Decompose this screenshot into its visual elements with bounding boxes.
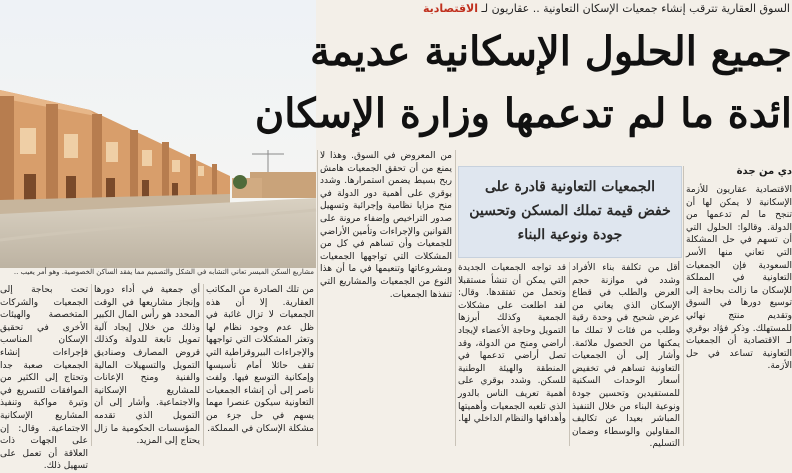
- sidebar-column: [686, 184, 792, 446]
- photo-caption: مشاريع السكن الميسر تعاني التشابه في الشكل والتصميم مما يفقد الساكن الخصوصية. وهو أمر يعيب ..: [13, 268, 314, 276]
- column-text: تحت بحاجة إلى الجمعيات والشركات المتخصصة والهيئات الأخرى في تحقيق الإسكان المناسب فإجراءات إنشاء الجمعيات صعبة جدا وتحتاج إلى الكثير من الموافقات للتسريع في وتيرة مواكبة وتنفيذ المشاريع الإسكانية الاجتماعية. وقال: إن على الجهات ذات العلاقة أن تعمل على تسهيل ذلك.: [0, 285, 88, 472]
- sidebar-byline: دي من جدة: [736, 166, 792, 177]
- column-text: من تلك الصادرة من المكاتب العقارية. إلا أن هذه الجمعيات لا تزال غائبة في ظل عدم وجود نظام لها وتعثر المشكلات التي تواجهها والإجراءات البيروقراطية التي تقف حائلا أمام تأسيسها وإمكانية التوسع فيها. ولفت ناصر إلى أن إنشاء الجمعيات التعاونية سيكون عنصرا مهما يسهم في حل جزء من مشكلة الإسكان في المملكة.: [206, 285, 314, 434]
- column-divider: [203, 284, 204, 446]
- deck-text: الجمعيات التعاونية قادرة على خفض قيمة تملك المسكن وتحسين جودة ونوعية البناء: [469, 179, 671, 243]
- article-column: [320, 150, 452, 446]
- kicker-text: السوق العقارية تترقب إنشاء جمعيات الإسكان التعاونية .. عقاريون لـ: [481, 2, 790, 15]
- column-divider: [569, 262, 570, 446]
- column-text: من المعروض في السوق. وهذا لا يمنع من أن تحقق الجمعيات هامش ربح بسيط يضمن استمرارها. وشدد بوقري على أهمية دور الدولة في منح مزايا نظامية وإجرائية وتسهيل صدور التراخيص وإضفاء مرونة على القوانين والإجراءات وتأمين الأراضي للجمعيات وأن تساهم في كل من المشكلات التي تواجهها الجمعيات ومشروعاتها وتنعيمها في ما أن هذا النوع من الجمعيات والمشاريع التي تنفذها الجمعيات.: [320, 151, 452, 300]
- article-column: [572, 262, 680, 450]
- kicker-line: [320, 2, 790, 15]
- article-column: [458, 262, 566, 446]
- column-text: الاقتصادية عقاريون للأزمة الإسكانية لا يمكن لها أن تنجح ما لم تدعمها من الدولة. وقالوا: الحلول التي أن تسهم في حل المشكلة التي تعاني منها الأسر السعودية فإن الجمعيات التعاونية في المملكة للإسكان ما زالت بحاجة إلى توسيع دورها في السوق وتقديم منتج نهائي للمستهلك. وذكر فؤاد بوقري لـ الاقتصادية أن الجمعيات التعاونية تساعد في حل الأزمة.: [686, 185, 792, 372]
- column-text: أقل من تكلفة بناء الأفراد وشدد في موازنة حجم العرض والطلب في قطاع الإسكان الذي يعاني من عرض شحيح في وحدة رقية وطلب من فئات لا تملك ما يمكنها من الحصول ملائمة. وأشار إلى أن الجمعيات التعاونية تساهم في تخفيض أسعار الوحدات السكنية للمستفيدين وتحسين جودة ونوعية البناء من خلال التنفيذ المباشر بعيدا عن تكاليف المقاولين والوسطاء وضمان التسليم.: [572, 263, 680, 450]
- column-text: أي جمعية في أداء دورها وإنجاز مشاريعها في الوقت المحدد هو رأس المال الكبير وذلك من خلال إيجاد آلية تمويل تابعة للدولة وكذلك قروض المصارف وصناديق التمويل والتسهيلات المالية والفنية ومنح الإعانات للمشاريع الإسكانية والاجتماعية. وأشار إلى أن التمويل الذي تقدمه المؤسسات الحكومية ما زال يحتاج إلى المزيد.: [94, 285, 200, 447]
- article-column: [0, 284, 88, 472]
- article-column: [94, 284, 200, 446]
- headline-line-2: ائدة ما لم تدعمها وزارة الإسكان: [254, 90, 792, 137]
- column-divider: [683, 166, 684, 446]
- column-text: قد تواجه الجمعيات الجديدة التي يمكن أن تنشأ مستقبلا وتحمل من تفتقدها. وقال: لقد اطلعت على مشكلات الجمعية وكذلك أبرزها التمويل وحاجة الأعضاء لإيجاد أراضي ومنح من الدولة، وقد تصل أراضي تدعمها في المنطقة والهيئة الوطنية للسكن. وشدد بوقري على أهمية تعريف الناس بالدور الذي تلعبه الجمعيات وأهميتها وأهدافها والنظام الداخلي لها.: [458, 263, 566, 425]
- deck-box: [458, 166, 682, 258]
- article-column: [206, 284, 314, 446]
- column-divider: [91, 284, 92, 446]
- headline-line-1: جميع الحلول الإسكانية عديمة: [309, 28, 792, 75]
- column-divider: [455, 150, 456, 446]
- column-divider: [317, 150, 318, 446]
- kicker-brand: الاقتصادية: [422, 2, 479, 15]
